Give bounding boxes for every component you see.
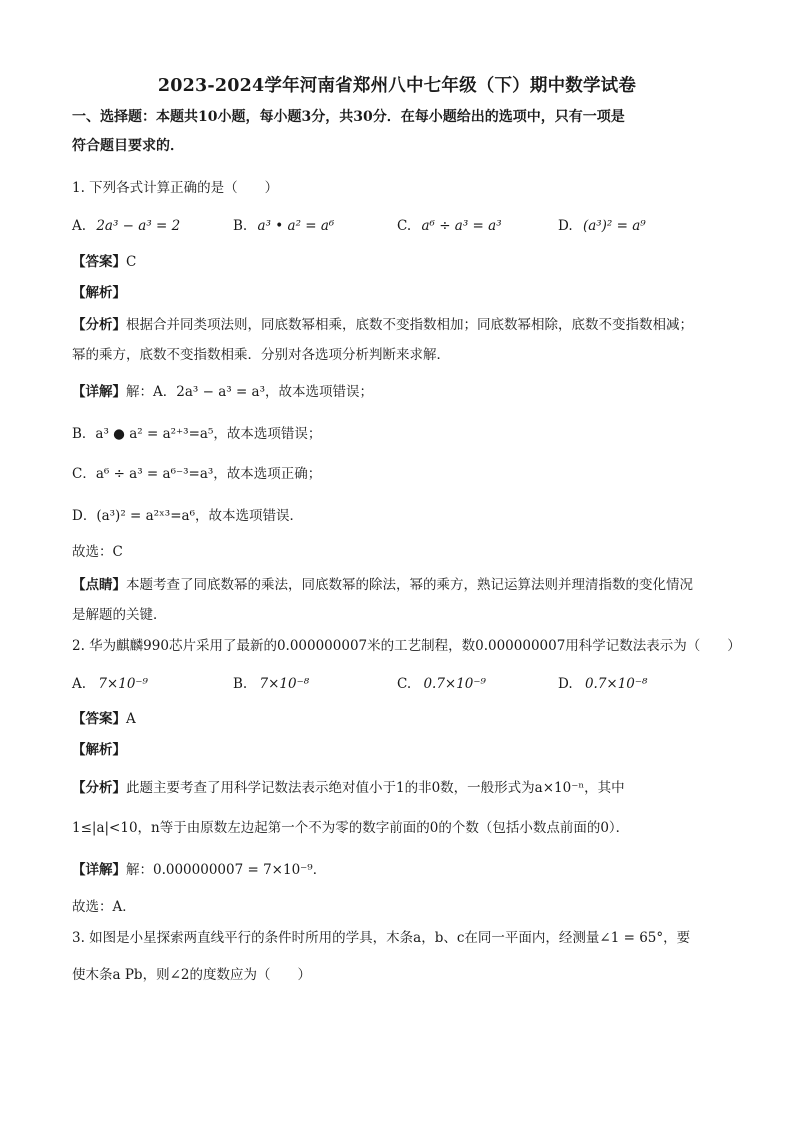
option-label: A. bbox=[72, 218, 87, 234]
q2-fenxi-line2: 1≤|a|<10，n等于由原数左边起第一个不为零的数字前面的0的个数（包括小数点前面的0）． bbox=[72, 820, 630, 836]
answer-tag: 【答案】 bbox=[72, 254, 126, 270]
q2-stem: 2. 华为麒麟990芯片采用了最新的0.000000007米的工艺制程，数0.000000007用科学记数法表示为（ ） bbox=[72, 638, 741, 654]
q2-option-c bbox=[397, 674, 486, 694]
option-expr: 0.7×10⁻⁹ bbox=[423, 676, 486, 692]
fenxi-text: 此题主要考查了用科学记数法表示绝对值小于1的非0数，一般形式为a×10⁻ⁿ，其中 bbox=[126, 780, 625, 796]
q1-detail-b: B．a³ ● a² = a²⁺³=a⁵，故本选项错误； bbox=[72, 426, 322, 442]
option-label: A. bbox=[72, 676, 87, 692]
option-label: B. bbox=[233, 218, 248, 234]
q1-detail-d: D．(a³)² = a²ˣ³=a⁶，故本选项错误． bbox=[72, 508, 303, 524]
detail-tag: 【详解】 bbox=[72, 384, 126, 400]
detail-tag: 【详解】 bbox=[72, 862, 126, 878]
option-expr: a³ • a² = a⁶ bbox=[257, 218, 335, 234]
q2-choose: 故选：A． bbox=[72, 899, 136, 915]
option-expr: a⁶ ÷ a³ = a³ bbox=[421, 218, 502, 234]
q1-answer bbox=[72, 252, 734, 272]
option-label: D. bbox=[558, 676, 573, 692]
q1-option-d bbox=[558, 216, 646, 236]
option-label: D. bbox=[558, 218, 573, 234]
q1-option-c bbox=[397, 216, 502, 236]
fenxi-tag: 【分析】 bbox=[72, 780, 126, 796]
answer-tag: 【答案】 bbox=[72, 711, 126, 727]
option-expr: 0.7×10⁻⁸ bbox=[584, 676, 648, 692]
option-expr: 7×10⁻⁹ bbox=[98, 676, 148, 692]
dianjing-tag: 【点睛】 bbox=[72, 577, 126, 593]
answer-value: A bbox=[126, 711, 136, 727]
q3-stem-line2: 使木条a Pb，则∠2的度数应为（ ） bbox=[72, 967, 311, 983]
q2-option-a bbox=[72, 674, 148, 694]
q1-fenxi-line2: 幂的乘方，底数不变指数相乘．分别对各选项分析判断来求解． bbox=[72, 347, 450, 363]
q1-fenxi-line1 bbox=[72, 315, 734, 335]
q2-analysis-tag: 【解析】 bbox=[72, 742, 126, 758]
q1-choose: 故选：C bbox=[72, 544, 123, 560]
detail-text: 解：A．2a³ − a³ = a³，故本选项错误； bbox=[126, 384, 374, 400]
q3-stem-line1: 3. 如图是小星探索两直线平行的条件时所用的学具，木条a，b、c在同一平面内，经测量∠1 = 65°，要 bbox=[72, 930, 691, 946]
option-label: C. bbox=[397, 218, 412, 234]
q1-option-a bbox=[72, 216, 180, 236]
q2-fenxi-line1 bbox=[72, 778, 734, 798]
q1-detail-a bbox=[72, 382, 734, 402]
fenxi-text: 根据合并同类项法则，同底数幂相乘，底数不变指数相加；同底数幂相除，底数不变指数相减； bbox=[126, 317, 693, 333]
q2-detail bbox=[72, 860, 734, 880]
q2-answer bbox=[72, 709, 734, 729]
section-heading-line1: 一、选择题：本题共10小题，每小题3分，共30分．在每小题给出的选项中，只有一项是 bbox=[72, 109, 625, 125]
section-heading-line2: 符合题目要求的． bbox=[72, 138, 184, 154]
q1-dianjing-line2: 是解题的关键． bbox=[72, 607, 167, 623]
dianjing-text: 本题考查了同底数幂的乘法，同底数幂的除法，幂的乘方，熟记运算法则并理清指数的变化情况 bbox=[126, 577, 693, 593]
q2-option-b bbox=[233, 674, 309, 694]
fenxi-tag: 【分析】 bbox=[72, 317, 126, 333]
option-expr: (a³)² = a⁹ bbox=[582, 218, 646, 234]
q2-option-d bbox=[558, 674, 647, 694]
page-title: 2023-2024学年河南省郑州八中七年级（下）期中数学试卷 bbox=[157, 76, 637, 96]
q1-detail-c: C．a⁶ ÷ a³ = a⁶⁻³=a³，故本选项正确； bbox=[72, 466, 322, 482]
q1-stem: 1. 下列各式计算正确的是（ ） bbox=[72, 180, 279, 196]
q1-analysis-tag: 【解析】 bbox=[72, 285, 126, 301]
answer-value: C bbox=[126, 254, 137, 270]
option-expr: 7×10⁻⁸ bbox=[259, 676, 310, 692]
detail-text: 解：0.000000007 = 7×10⁻⁹． bbox=[126, 862, 327, 878]
q1-dianjing-line1 bbox=[72, 575, 734, 595]
q1-option-b bbox=[233, 216, 334, 236]
option-label: C. bbox=[397, 676, 412, 692]
option-expr: 2a³ − a³ = 2 bbox=[96, 218, 181, 234]
option-label: B. bbox=[233, 676, 248, 692]
